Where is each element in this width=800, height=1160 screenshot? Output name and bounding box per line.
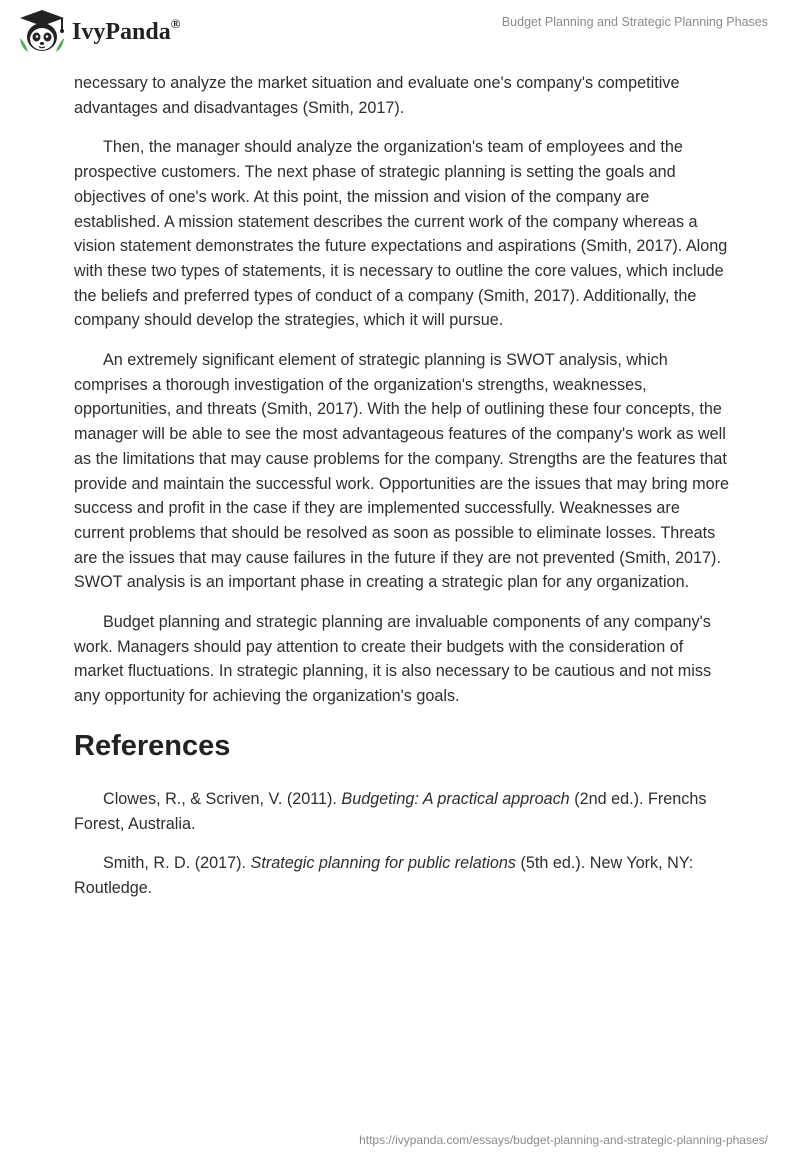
page-header: [0, 0, 800, 64]
running-title: Budget Planning and Strategic Planning Phases: [501, 15, 768, 29]
body-paragraph: An extremely significant element of strategic planning is SWOT analysis, which comprises a thorough investigation of the organization's strengths, weaknesses, opportunities, and threats (Smith, 2017). With the help of outlining these four concepts, the manager will be able to see the most advantageous features of the company's work as well as the limitations that may cause problems for the company. Strengths are the features that provide and maintain the successful work. Opportunities are the issues that may bring more success and profit in the case if they are implemented successfully. Weaknesses are current problems that should be resolved as soon as possible to eliminate losses. Threats are the issues that may cause failures in the future if they are not prevented (Smith, 2017). SWOT analysis is an important phase in creating a strategic plan for any organization.: [74, 351, 730, 592]
references-heading: References: [74, 729, 231, 762]
essay-content: [74, 71, 734, 916]
body-paragraph: necessary to analyze the market situation and evaluate one's company's competitive advantages and disadvantages (Smith, 2017).: [74, 74, 680, 117]
body-paragraph: Then, the manager should analyze the organization's team of employees and the prospective customers. The next phase of strategic planning is setting the goals and objectives of one's work. At this point, the mission and vision of the company are established. A mission statement describes the current work of the company whereas a vision statement demonstrates the future expectations and aspirations (Smith, 2017). Along with these two types of statements, it is necessary to outline the core values, which include the beliefs and preferred types of conduct of a company (Smith, 2017). Additionally, the company should develop the strategies, which it will pursue.: [74, 138, 728, 330]
reference-item: Clowes, R., & Scriven, V. (2011). Budgeting: A practical approach (2nd ed.). Frenchs Forest, Australia.: [74, 789, 707, 833]
reference-title: Budgeting: A practical approach: [341, 789, 570, 808]
brand-name: IvyPanda®: [72, 16, 181, 45]
body-paragraph: Budget planning and strategic planning are invaluable components of any company's work. Managers should pay attention to create their budgets with the consideration of market fluctuations. In strategic planning, it is also necessary to be cautious and not miss any opportunity for achieving the organization's goals.: [74, 613, 712, 706]
footer-url[interactable]: https://ivypanda.com/essays/budget-planning-and-strategic-planning-phases/: [359, 1133, 768, 1147]
reference-title: Strategic planning for public relations: [250, 854, 516, 873]
brand-logo[interactable]: [16, 8, 180, 54]
panda-logo-icon: [16, 8, 68, 54]
reference-item: Smith, R. D. (2017). Strategic planning for public relations (5th ed.). New York, NY: Routledge.: [74, 854, 694, 897]
